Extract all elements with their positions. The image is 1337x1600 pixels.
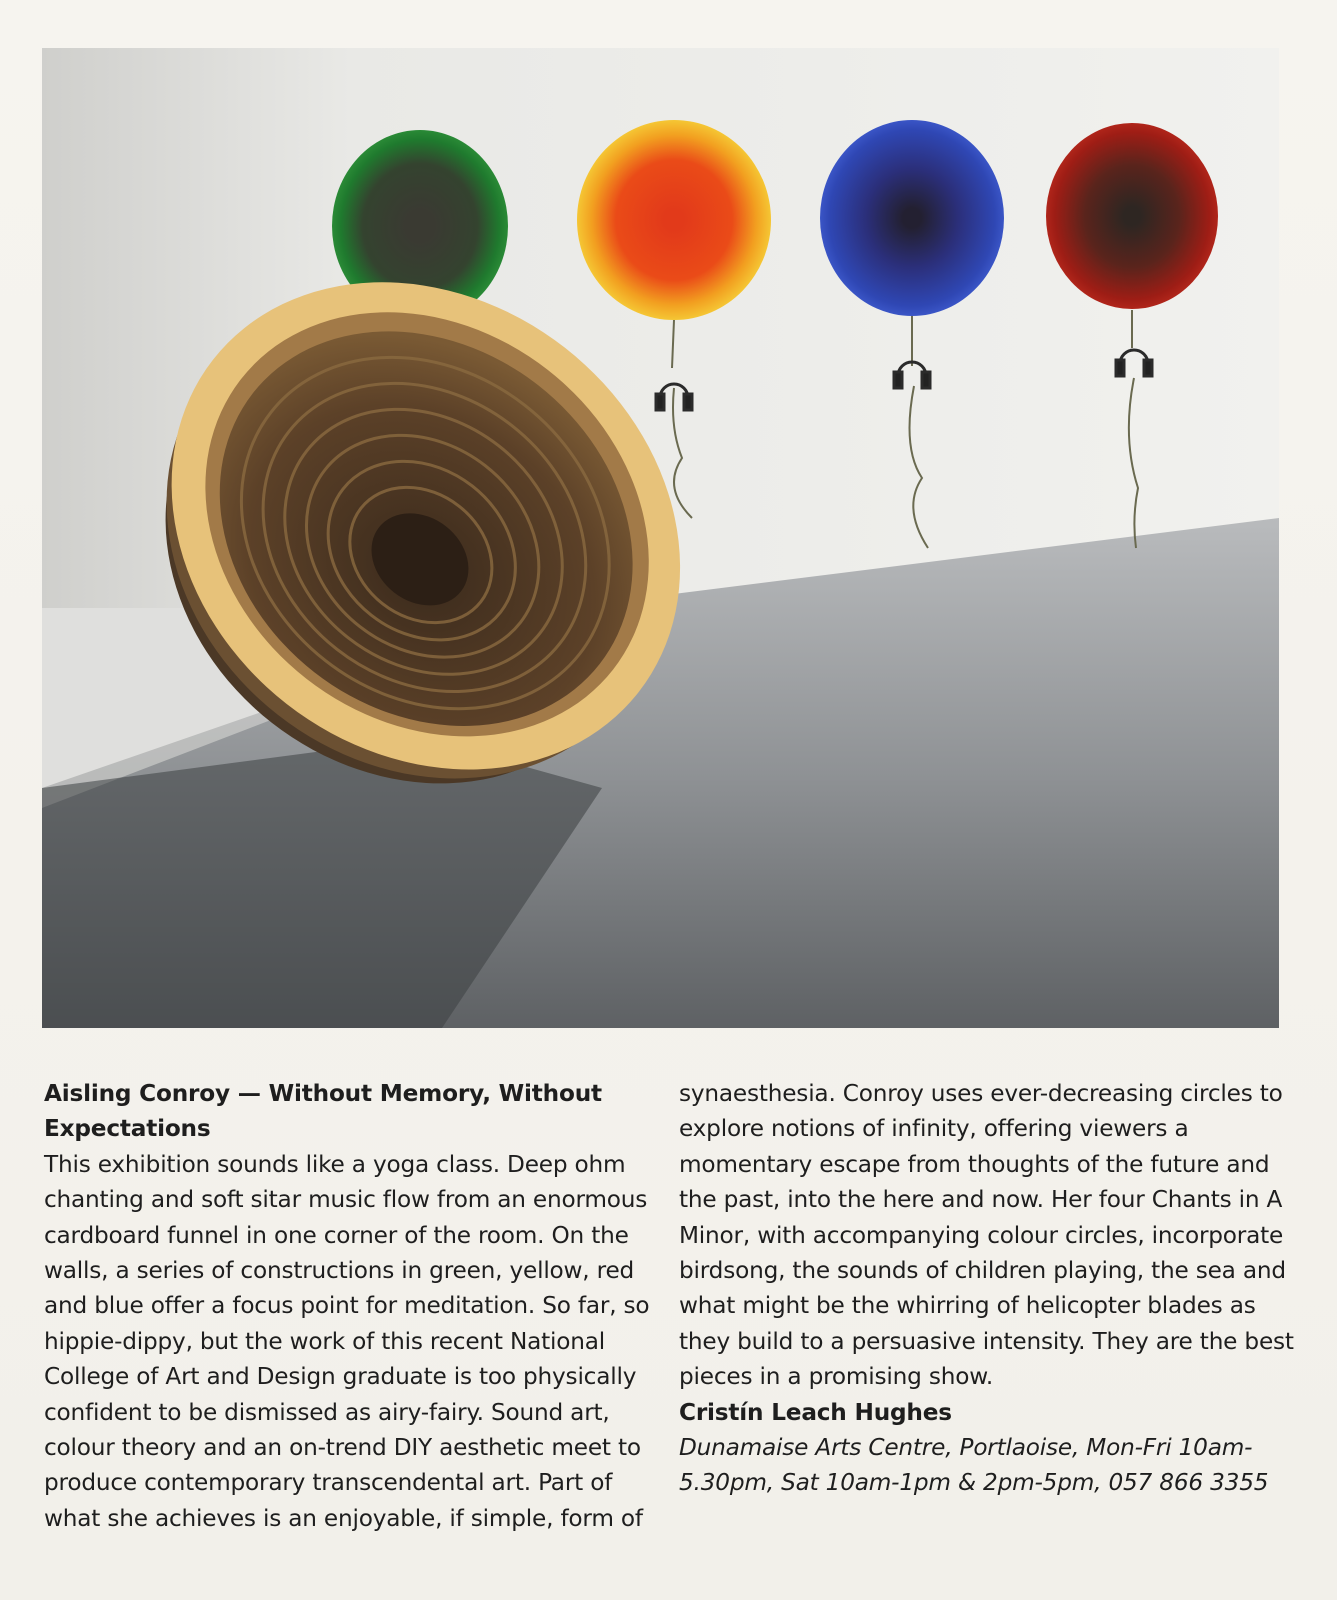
- red-circle: [1046, 123, 1218, 309]
- article-body-right: synaesthesia. Conroy uses ever-decreasing circles to explore notions of infinity, offering viewers a momentary escape from thoughts of the future and the past, into the here and now. Her four Chants in A Minor, with accompanying colour circles, incorporate birdsong, the sounds of children playing, the sea and what might be the whirring of helicopter blades as they build to a persuasive intensity. They are the best pieces in a promising show.: [679, 1080, 1294, 1391]
- article-body-left: This exhibition sounds like a yoga class. Deep ohm chanting and soft sitar music flow from an enormous cardboard funnel in one corner of the room. On the walls, a series of constructions in green, yellow, red and blue offer a focus point for meditation. So far, so hippie-dippy, but the work of this recent National College of Art and Design graduate is too physically confident to be dismissed as airy-fairy. Sound art, colour theory and an on-trend DIY aesthetic meet to produce contemporary transcendental art. Part of what she achieves is an enjoyable, if simple, form of: [44, 1150, 650, 1532]
- article-title: Aisling Conroy — Without Memory, Without Expectations: [44, 1080, 602, 1143]
- yellow-circle: [577, 120, 771, 320]
- exhibition-photo: [42, 48, 1279, 1028]
- photo-illustration: [42, 48, 1279, 1028]
- article-byline: Cristín Leach Hughes: [679, 1398, 952, 1426]
- article-column-left: [44, 1076, 664, 1536]
- blue-circle: [820, 120, 1004, 316]
- venue-info: Dunamaise Arts Centre, Portlaoise, Mon-Fri 10am-5.30pm, Sat 10am-1pm & 2pm-5pm, 057 866 3355: [679, 1434, 1269, 1497]
- article-column-right: [679, 1076, 1299, 1501]
